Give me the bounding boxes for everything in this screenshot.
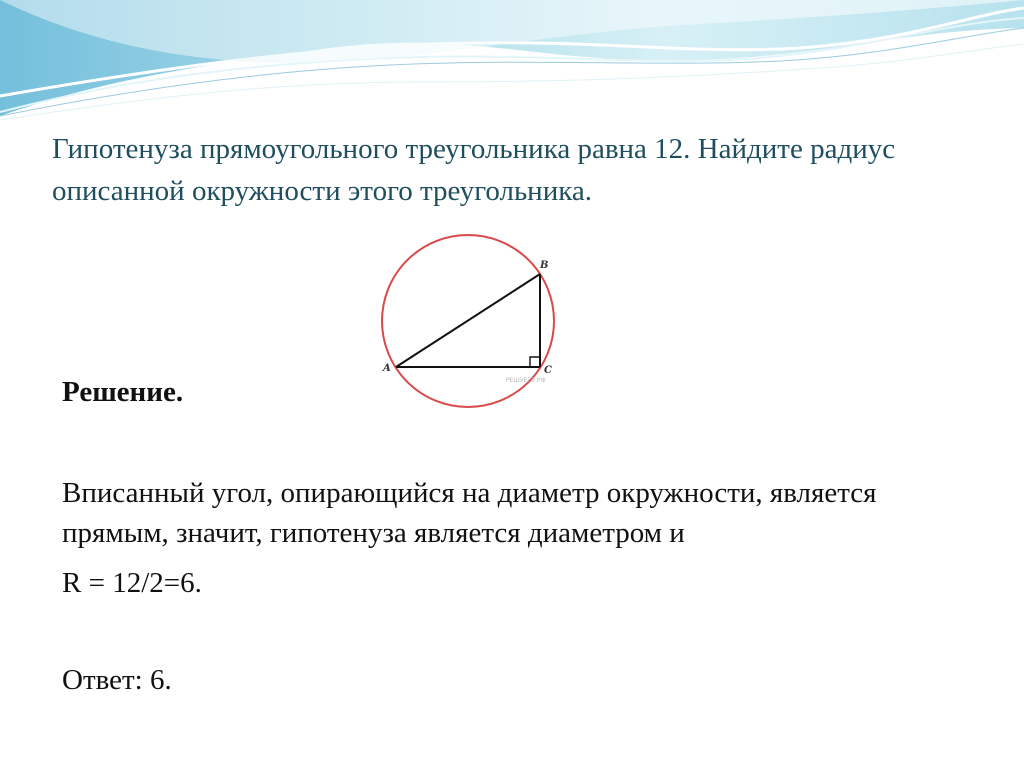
vertex-label-a: A [383, 363, 391, 374]
figure-watermark: РЕШУЕГЭ.РФ [506, 377, 546, 384]
solution-explanation: Вписанный угол, опирающийся на диаметр окружности, является прямым, значит, гипотенуза является диаметром и [62, 477, 877, 549]
hypotenuse-ab [396, 274, 540, 367]
vertex-label-b: B [540, 260, 549, 271]
problem-title: Гипотенуза прямоугольного треугольника равна 12. Найдите радиус описанной окружности этого треугольника. [52, 133, 896, 207]
solution-heading: Решение. [62, 376, 184, 408]
answer-text: Ответ: 6. [62, 664, 172, 696]
header-wave-decoration [0, 0, 1024, 120]
vertex-label-c: C [544, 365, 552, 376]
right-angle-marker [530, 357, 540, 367]
radius-formula: R = 12/2=6. [62, 567, 202, 599]
